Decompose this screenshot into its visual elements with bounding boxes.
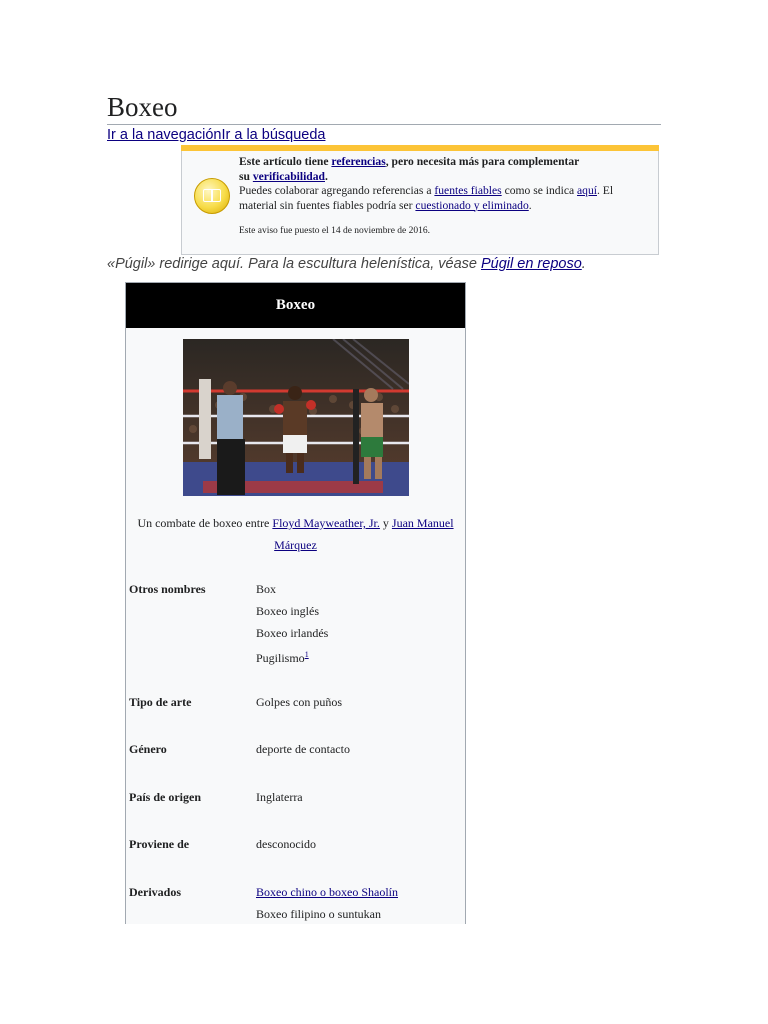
jump-to-navigation-link[interactable]: Ir a la navegación bbox=[107, 127, 222, 143]
references-notice bbox=[181, 145, 659, 255]
notice-date: Este aviso fue puesto el 14 de noviembre de 2016. bbox=[239, 226, 431, 236]
label-tipo-de-arte: Tipo de arte bbox=[129, 695, 192, 709]
jump-to-search-link[interactable]: Ir a la búsqueda bbox=[221, 127, 326, 143]
boxeo-chino-link[interactable]: Boxeo chino o boxeo Shaolín bbox=[256, 885, 398, 899]
value-tipo-de-arte: Golpes con puños bbox=[256, 695, 342, 709]
book-icon bbox=[194, 178, 230, 214]
floyd-mayweather-link[interactable]: Floyd Mayweather, Jr. bbox=[272, 516, 380, 530]
boxing-photo[interactable] bbox=[183, 339, 409, 496]
cuestionado-link[interactable]: cuestionado y eliminado bbox=[415, 198, 529, 212]
hatnote: «Púgil» redirige aquí. Para la escultura helenística, véase Púgil en reposo. bbox=[107, 256, 586, 272]
infobox-header: Boxeo bbox=[126, 283, 465, 328]
value-derivados: Boxeo chino o boxeo Shaolín Boxeo filipino o suntukan bbox=[256, 881, 398, 925]
referencias-link[interactable]: referencias bbox=[331, 155, 386, 168]
infobox-caption: Un combate de boxeo entre Floyd Mayweather, Jr. y Juan Manuel Márquez bbox=[137, 516, 454, 552]
infobox bbox=[125, 282, 466, 924]
juan-manuel-marquez-link[interactable]: Juan Manuel Márquez bbox=[274, 516, 454, 552]
label-proviene-de: Proviene de bbox=[129, 837, 190, 851]
pugil-en-reposo-link[interactable]: Púgil en reposo bbox=[481, 256, 582, 272]
label-otros-nombres: Otros nombres bbox=[129, 582, 206, 596]
fuentes-fiables-link[interactable]: fuentes fiables bbox=[434, 184, 502, 197]
value-proviene-de: desconocido bbox=[256, 837, 316, 851]
value-pais-de-origen: Inglaterra bbox=[256, 790, 303, 804]
page-title: Boxeo bbox=[107, 90, 661, 125]
label-genero: Género bbox=[129, 742, 167, 756]
notice-top-bar bbox=[181, 145, 659, 151]
jump-links bbox=[107, 127, 325, 143]
verificabilidad-link[interactable]: verificabilidad bbox=[252, 169, 325, 183]
notice-text: Este artículo tiene referencias, pero necesita más para complementar su verificabilidad. Puedes colaborar agregando referencias a fuentes fiables como se indica aquí. El material sin fuentes fiables podría ser cuestionado y eliminado. Este aviso fue puesto el 14 de noviembre de 2016. bbox=[239, 155, 651, 239]
aqui-link[interactable]: aquí bbox=[577, 184, 597, 197]
label-pais-de-origen: País de origen bbox=[129, 790, 201, 804]
value-genero: deporte de contacto bbox=[256, 742, 350, 756]
label-derivados: Derivados bbox=[129, 885, 181, 899]
value-otros-nombres: Box Boxeo inglés Boxeo irlandés Pugilismo$^1$ bbox=[256, 582, 329, 665]
reference-1-link[interactable]: 1 bbox=[304, 650, 309, 659]
